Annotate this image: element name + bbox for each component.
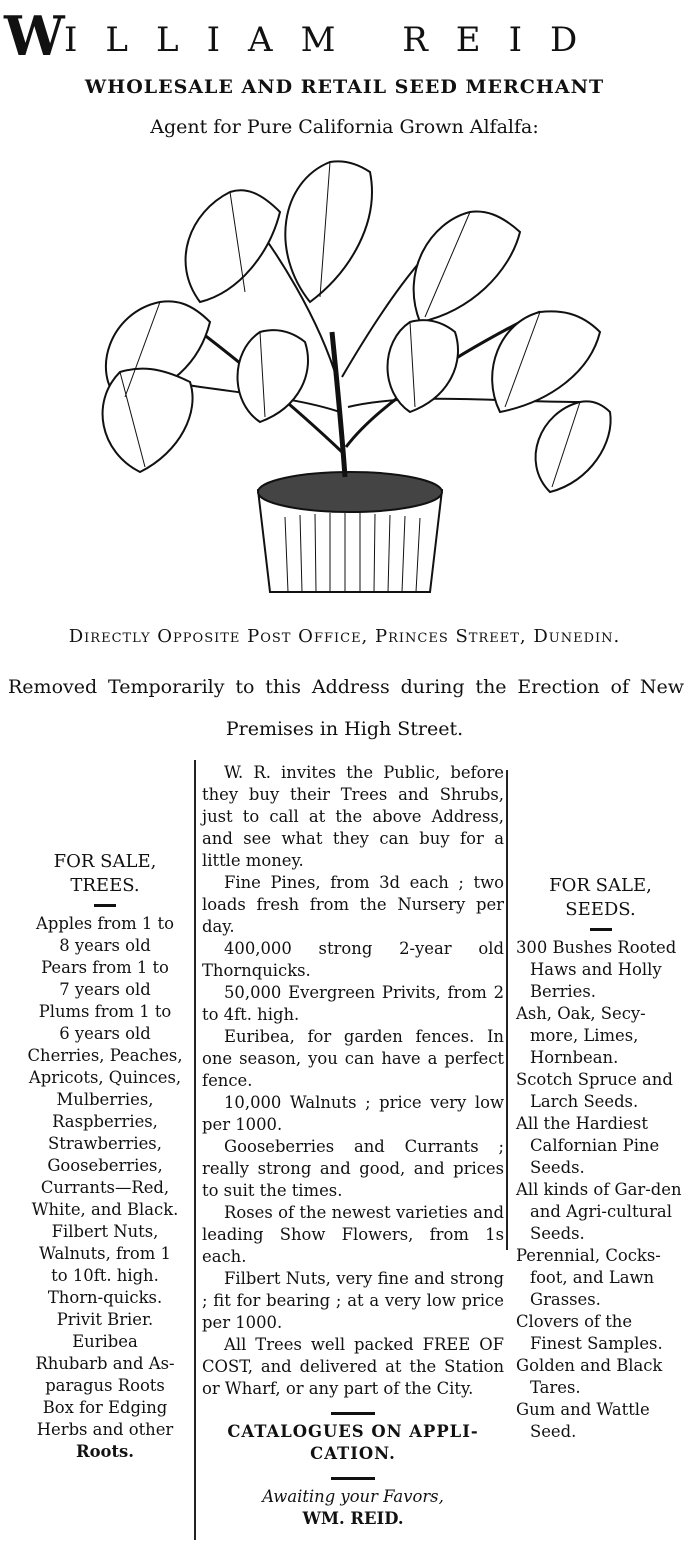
list-item: paragus Roots bbox=[45, 1376, 165, 1395]
list-item: Herbs and other bbox=[36, 1420, 174, 1439]
address-line: Directly Opposite Post Office, Princes Street, Dunedin. bbox=[68, 626, 621, 647]
relocation-notice-line1: Removed Temporarily to this Address during the Erection of New bbox=[8, 676, 684, 698]
list-item: All kinds of Gar-den and Agri-cultural Seeds. bbox=[516, 1180, 682, 1243]
list-item: Ash, Oak, Secy-more, Limes, Hornbean. bbox=[516, 1004, 646, 1067]
masthead-title bbox=[0, 4, 689, 68]
paragraph: Gooseberries and Currants ; really strong and good, and prices to suit the times. bbox=[202, 1137, 504, 1200]
list-item: to 10ft. high. bbox=[51, 1266, 159, 1285]
signature: WM. REID. bbox=[302, 1509, 404, 1528]
list-item: Apricots, Quinces, bbox=[28, 1068, 182, 1087]
list-item: Currants—Red, bbox=[40, 1178, 170, 1197]
trees-list bbox=[12, 913, 198, 1463]
list-item: Rhubarb and As- bbox=[35, 1354, 175, 1373]
list-item: Pears from 1 to bbox=[41, 958, 169, 977]
list-item: Euribea bbox=[72, 1332, 138, 1351]
list-item: Walnuts, from 1 bbox=[39, 1244, 171, 1263]
list-item: Filbert Nuts, bbox=[51, 1222, 159, 1241]
trees-heading-2: TREES. bbox=[70, 875, 140, 896]
list-item: Apples from 1 to bbox=[36, 914, 174, 933]
seeds-heading-2: SEEDS. bbox=[565, 899, 636, 920]
list-item: 6 years old bbox=[59, 1024, 151, 1043]
column-divider-right bbox=[506, 770, 508, 1250]
potted-plant-icon bbox=[80, 152, 620, 602]
relocation-notice-line2: Premises in High Street. bbox=[225, 718, 464, 740]
catalogue-line-1: CATALOGUES ON APPLI- bbox=[227, 1422, 479, 1441]
closing-line: Awaiting your Favors, bbox=[262, 1487, 444, 1506]
divider bbox=[331, 1477, 375, 1480]
seeds-column bbox=[512, 874, 689, 1443]
list-item: Strawberries, bbox=[48, 1134, 162, 1153]
list-item: Mulberries, bbox=[56, 1090, 154, 1109]
list-item: Clovers of the Finest Samples. bbox=[516, 1312, 663, 1353]
list-item: Scotch Spruce and Larch Seeds. bbox=[516, 1070, 673, 1111]
offers-column bbox=[202, 762, 504, 1530]
list-item: All the Hardiest Calfornian Pine Seeds. bbox=[516, 1114, 660, 1177]
paragraph: All Trees well packed FREE OF COST, and delivered at the Station or Wharf, or any part of the City. bbox=[202, 1335, 504, 1398]
paragraph: Fine Pines, from 3d each ; two loads fresh from the Nursery per day. bbox=[202, 873, 504, 936]
paragraph: W. R. invites the Public, before they buy their Trees and Shrubs, just to call at the above Address, and see what they can buy for a little money. bbox=[202, 763, 504, 870]
list-item: Box for Edging bbox=[42, 1398, 168, 1417]
paragraph: Roses of the newest varieties and leading Show Flowers, from 1s each. bbox=[202, 1203, 504, 1266]
divider bbox=[94, 904, 116, 907]
agent-line: Agent for Pure California Grown Alfalfa: bbox=[150, 116, 539, 138]
list-item: Thorn-quicks. bbox=[47, 1288, 163, 1307]
list-item: Raspberries, bbox=[52, 1112, 158, 1131]
trees-heading-1: FOR SALE, bbox=[53, 851, 157, 872]
list-item: Cherries, Peaches, bbox=[27, 1046, 183, 1065]
list-item: 7 years old bbox=[59, 980, 151, 999]
list-item: Privit Brier. bbox=[56, 1310, 154, 1329]
paragraph: 10,000 Walnuts ; price very low per 1000. bbox=[202, 1093, 504, 1134]
trees-column bbox=[12, 850, 198, 1463]
divider bbox=[590, 928, 612, 931]
title-initial: W bbox=[4, 4, 65, 68]
list-item: Golden and Black Tares. bbox=[516, 1356, 663, 1397]
paragraph: Euribea, for garden fences. In one season, you can have a perfect fence. bbox=[202, 1027, 504, 1090]
divider bbox=[331, 1412, 375, 1415]
paragraph: 400,000 strong 2-year old Thornquicks. bbox=[202, 939, 504, 980]
list-item: 8 years old bbox=[59, 936, 151, 955]
seeds-list bbox=[512, 937, 689, 1443]
list-item: Perennial, Cocks-foot, and Lawn Grasses. bbox=[516, 1246, 661, 1309]
title-rest: ILLIAM REID bbox=[64, 20, 606, 60]
list-item: Plums from 1 to bbox=[38, 1002, 172, 1021]
list-item: Roots. bbox=[76, 1442, 134, 1461]
paragraph: Filbert Nuts, very fine and strong ; fit for bearing ; at a very low price per 1000. bbox=[202, 1269, 504, 1332]
list-item: White, and Black. bbox=[31, 1200, 179, 1219]
list-item: Gum and Wattle Seed. bbox=[516, 1400, 650, 1441]
seeds-heading-1: FOR SALE, bbox=[549, 875, 652, 896]
business-subtitle: WHOLESALE AND RETAIL SEED MERCHANT bbox=[84, 76, 605, 98]
paragraph: 50,000 Evergreen Privits, from 2 to 4ft. high. bbox=[202, 983, 504, 1024]
catalogue-line-2: CATION. bbox=[310, 1444, 396, 1463]
list-item: 300 Bushes Rooted Haws and Holly Berries. bbox=[516, 938, 677, 1001]
list-item: Gooseberries, bbox=[47, 1156, 163, 1175]
